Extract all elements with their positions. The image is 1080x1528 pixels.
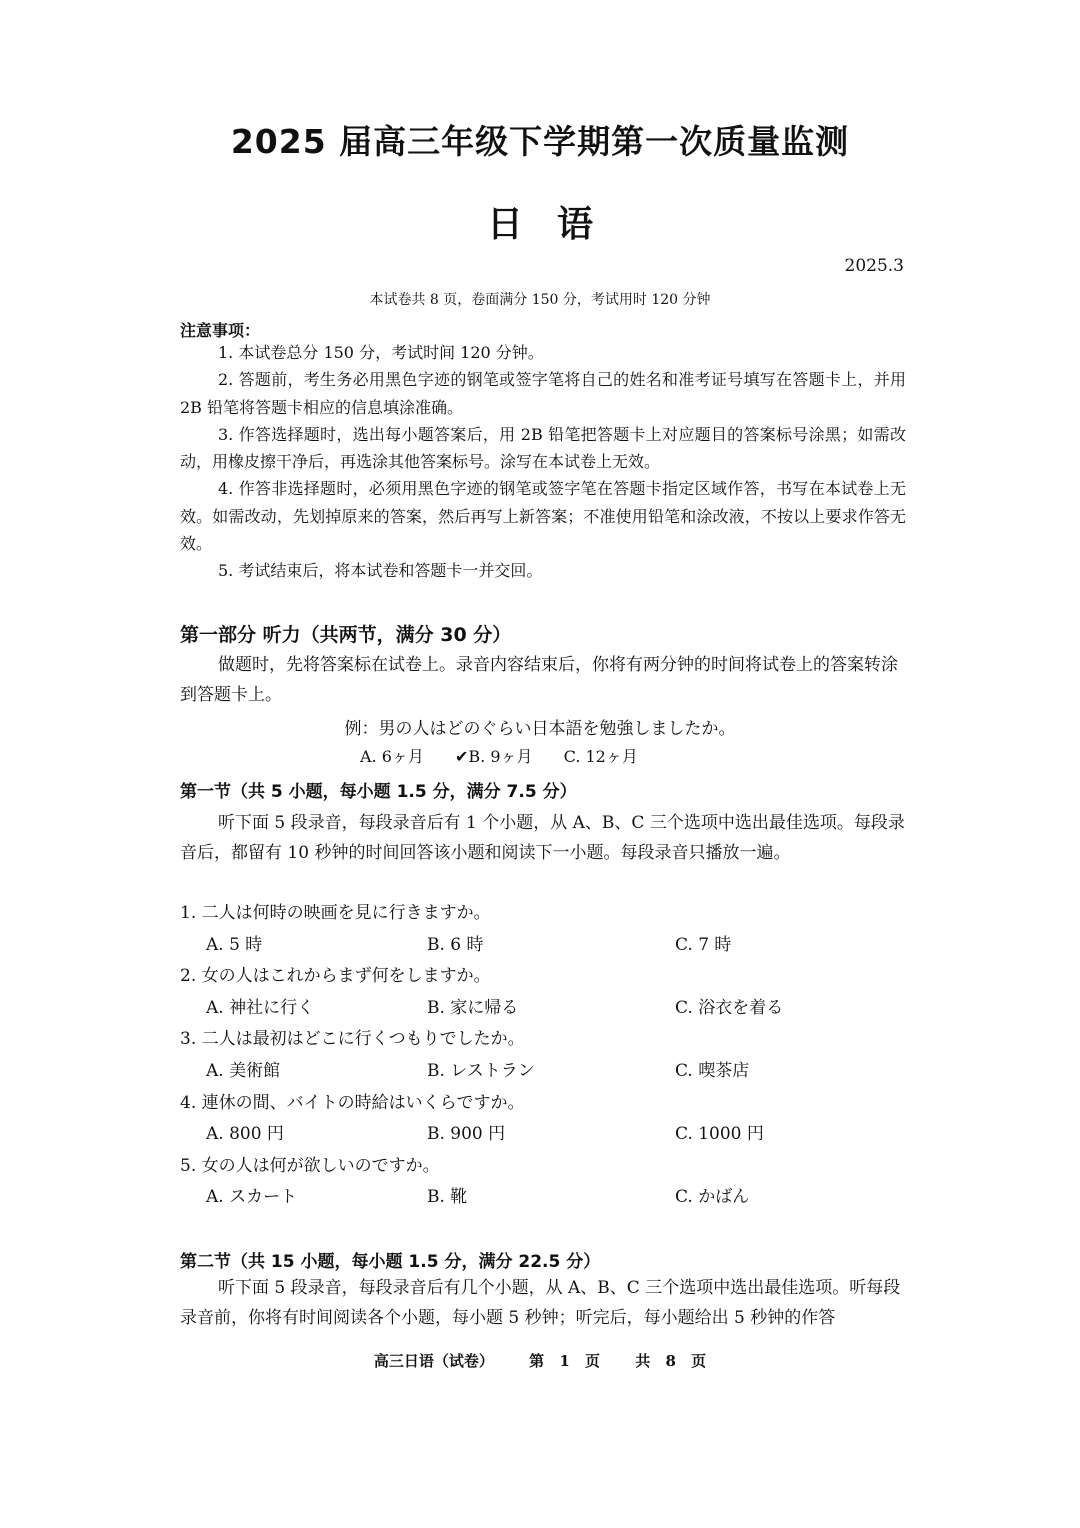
example-option: C. 12ヶ月 — [563, 747, 638, 766]
option-row — [180, 993, 906, 1025]
question-text: 5. 女の人は何が欲しいのですか。 — [180, 1155, 440, 1176]
exam-info: 本试卷共 8 页，卷面满分 150 分，考试用时 120 分钟 — [369, 292, 711, 308]
notice-item: 3. 作答选择题时，选出每小题答案后，用 2B 铅笔把答题卡上对应题目的答案标号涂黑；如需改动，用橡皮擦干净后，再选涂其他答案标号。涂写在本试卷上无效。 — [180, 424, 906, 472]
option-row — [180, 930, 906, 962]
option-a: A. 5 時 — [206, 934, 263, 955]
page-footer — [0, 1350, 1080, 1371]
exam-date: 2025.3 — [844, 256, 904, 276]
option-b: B. 家に帰る — [427, 997, 519, 1018]
footer-subject: 高三日语（试卷） — [373, 1352, 494, 1370]
section2-title: 第二节（共 15 小题，每小题 1.5 分，满分 22.5 分） — [180, 1252, 601, 1272]
section2-instruction: 听下面 5 段录音，每段录音后有几个小题，从 A、B、C 三个选项中选出最佳选项。听每段录音前，你将有时间阅读各个小题，每小题 5 秒钟；听完后，每小题给出 5 秒钟的作答 — [180, 1278, 901, 1328]
question-text: 3. 二人は最初はどこに行くつもりでしたか。 — [180, 1029, 525, 1050]
notice-list — [180, 339, 906, 585]
example-question: 例：男の人はどのぐらい日本語を勉強しましたか。 — [344, 719, 736, 739]
notice-item: 5. 考试结束后，将本试卷和答题卡一并交回。 — [218, 561, 543, 581]
part1-title: 第一部分 听力（共两节，满分 30 分） — [180, 624, 512, 646]
option-a: A. 神社に行く — [206, 997, 315, 1018]
question-list — [180, 898, 906, 1214]
exam-title: 2025 届高三年级下学期第一次质量监测 — [230, 122, 850, 161]
option-b: B. 6 時 — [427, 934, 484, 955]
option-row — [180, 1056, 906, 1088]
example-options — [360, 744, 664, 767]
section1-title: 第一节（共 5 小题，每小题 1.5 分，满分 7.5 分） — [180, 782, 577, 802]
option-a: A. 美術館 — [206, 1060, 281, 1081]
part1-instruction: 做题时，先将答案标在试卷上。录音内容结束后，你将有两分钟的时间将试卷上的答案转涂到答题卡上。 — [180, 655, 898, 705]
option-b: B. 900 円 — [427, 1124, 506, 1145]
option-c: C. 浴衣を着る — [675, 997, 784, 1018]
option-b: B. レストラン — [427, 1060, 535, 1081]
question-text: 1. 二人は何時の映画を見に行きますか。 — [180, 903, 491, 923]
notice-item: 2. 答题前，考生务必用黑色字迹的钢笔或签字笔将自己的姓名和准考证号填写在答题卡上，并用 2B 铅笔将答题卡相应的信息填涂准确。 — [180, 370, 906, 417]
question-text: 2. 女の人はこれからまず何をしますか。 — [180, 966, 491, 987]
subject-title: 日语 — [486, 204, 627, 245]
option-c: C. 1000 円 — [675, 1124, 764, 1145]
question-text: 4. 連休の間、バイトの時給はいくらですか。 — [180, 1092, 525, 1113]
notice-title: 注意事项： — [180, 321, 261, 340]
option-c: C. 7 時 — [675, 934, 732, 955]
option-row — [180, 1119, 906, 1151]
option-a: A. 800 円 — [206, 1124, 284, 1145]
option-b: B. 靴 — [427, 1187, 468, 1208]
notice-item: 4. 作答非选择题时，必须用黑色字迹的钢笔或签字笔在答题卡指定区域作答，书写在本试卷上无效。如需改动，先划掉原来的答案，然后再写上新答案；不准使用铅笔和涂改液，不按以上要求作答无效。 — [180, 479, 906, 554]
section1-instruction: 听下面 5 段录音，每段录音后有 1 个小题，从 A、B、C 三个选项中选出最佳选项。每段录音后，都留有 10 秒钟的时间回答该小题和阅读下一小题。每段录音只播放一遍。 — [180, 813, 905, 863]
footer-total: 共 8 页 — [635, 1352, 707, 1370]
option-c: C. 喫茶店 — [675, 1060, 750, 1081]
option-row — [180, 1182, 906, 1214]
option-a: A. スカート — [206, 1187, 298, 1208]
example-option-answer: ✔B. 9ヶ月 — [455, 747, 533, 766]
notice-item: 1. 本试卷总分 150 分，考试时间 120 分钟。 — [218, 343, 544, 362]
example-option: A. 6ヶ月 — [360, 747, 424, 766]
footer-page: 第 1 页 — [529, 1352, 600, 1370]
option-c: C. かばん — [675, 1187, 750, 1208]
